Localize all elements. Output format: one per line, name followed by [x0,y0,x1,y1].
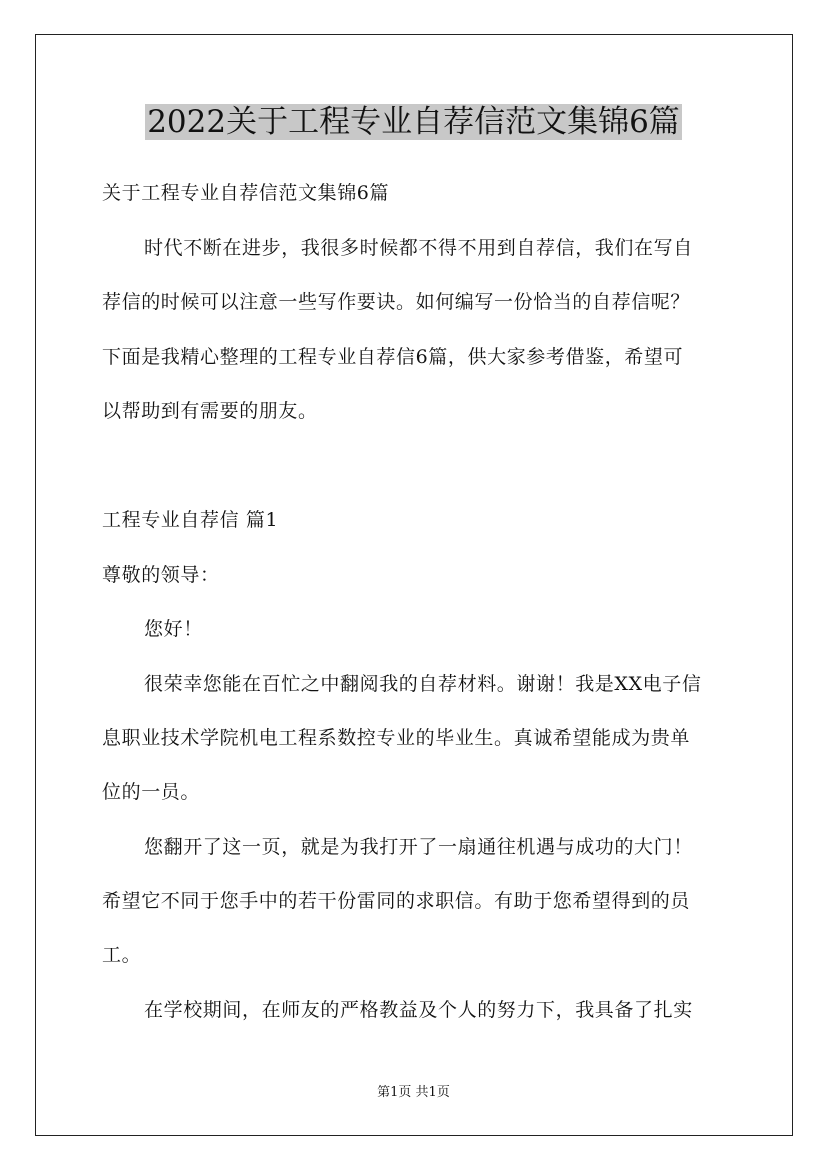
body-line-3: 位的一员。 [102,781,201,803]
salutation: 尊敬的领导： [102,564,220,586]
intro-line-4: 以帮助到有需要的朋友。 [102,400,318,422]
body-line-1: 很荣幸您能在百忙之中翻阅我的自荐材料。谢谢！我是XX电子信 [144,673,702,695]
document-title [0,100,827,144]
intro-line-1: 时代不断在进步，我很多时候都不得不用到自荐信，我们在写自 [144,237,693,259]
body-line-2: 息职业技术学院机电工程系数控专业的毕业生。真诚希望能成为贵单 [102,727,691,749]
body-line-5: 希望它不同于您手中的若干份雷同的求职信。有助于您希望得到的员 [102,890,691,912]
document-subtitle: 关于工程专业自荐信范文集锦6篇 [102,182,390,204]
body-line-7: 在学校期间，在师友的严格教益及个人的努力下，我具备了扎实 [144,999,693,1021]
intro-line-2: 荐信的时候可以注意一些写作要诀。如何编写一份恰当的自荐信呢？ [102,291,691,313]
intro-line-3: 下面是我精心整理的工程专业自荐信6篇，供大家参考借鉴，希望可 [102,346,684,368]
body-line-6: 工。 [102,944,142,966]
section-heading: 工程专业自荐信 篇1 [102,509,279,531]
greeting: 您好！ [144,618,203,640]
page-footer: 第1页 共1页 [377,1085,450,1100]
body-line-4: 您翻开了这一页，就是为我打开了一扇通往机遇与成功的大门！ [144,836,693,858]
document-title-text: 2022关于工程专业自荐信范文集锦6篇 [147,104,680,140]
